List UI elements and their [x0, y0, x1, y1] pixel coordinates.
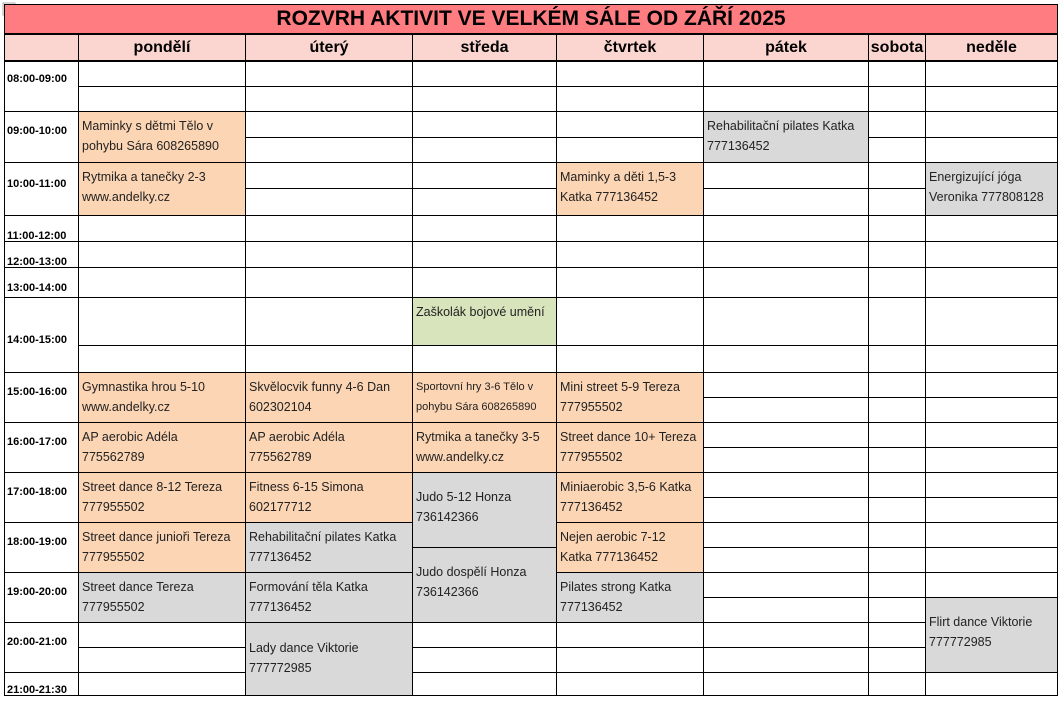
activity-cell: Miniaerobic 3,5-6 Katka 777136452: [556, 472, 704, 523]
time-label: 16:00-17:00: [7, 436, 67, 448]
activity-cell: Maminky s dětmi Tělo v pohybu Sára 608265890: [78, 111, 246, 163]
grid-line: [78, 647, 1058, 648]
time-label: 18:00-19:00: [7, 536, 67, 548]
day-header-saturday: sobota: [868, 34, 926, 61]
grid-line: [4, 61, 5, 696]
activity-cell: Street dance 8-12 Tereza 777955502: [78, 472, 246, 523]
grid-line: [4, 672, 1058, 673]
activity-cell: AP aerobic Adéla 775562789: [245, 422, 413, 473]
activity-cell: Street dance junioři Tereza 777955502: [78, 522, 246, 573]
activity-cell: Maminky a děti 1,5-3 Katka 777136452: [556, 162, 704, 216]
activity-cell: Street dance 10+ Tereza 777955502: [556, 422, 704, 473]
activity-cell: Rytmika a tanečky 2-3 www.andelky.cz: [78, 162, 246, 216]
time-label: 09:00-10:00: [7, 125, 67, 137]
grid-line: [4, 695, 1058, 696]
activity-cell: Sportovní hry 3-6 Tělo v pohybu Sára 608265890: [412, 372, 557, 423]
activity-cell: Formování těla Katka 777136452: [245, 572, 413, 623]
activity-cell: Flirt dance Viktorie 777772985: [925, 597, 1058, 673]
time-label: 10:00-11:00: [7, 178, 67, 190]
grid-line: [4, 267, 1058, 268]
activity-cell: Fitness 6-15 Simona 602177712: [245, 472, 413, 523]
time-label: 17:00-18:00: [7, 486, 67, 498]
activity-cell: Street dance Tereza 777955502: [78, 572, 246, 623]
grid-line: [4, 61, 1058, 62]
time-header-cell: [4, 34, 79, 61]
time-label: 08:00-09:00: [7, 73, 67, 85]
time-label: 19:00-20:00: [7, 586, 67, 598]
grid-line: [78, 345, 1058, 346]
activity-cell: Zaškolák bojové umění: [412, 297, 557, 346]
grid-line: [4, 241, 1058, 242]
schedule-grid: [4, 61, 1058, 696]
day-header-friday: pátek: [703, 34, 869, 61]
activity-cell: Rytmika a tanečky 3-5 www.andelky.cz: [412, 422, 557, 473]
activity-cell: Judo dospělí Honza 736142366: [412, 547, 557, 623]
activity-cell: Nejen aerobic 7-12 Katka 777136452: [556, 522, 704, 573]
day-header-wednesday: středa: [412, 34, 557, 61]
day-header-thursday: čtvrtek: [556, 34, 704, 61]
activity-cell: Rehabilitační pilates Katka 777136452: [245, 522, 413, 573]
time-label: 15:00-16:00: [7, 386, 67, 398]
day-header-sunday: neděle: [925, 34, 1058, 61]
grid-line: [78, 86, 1058, 87]
activity-cell: Lady dance Viktorie 777772985: [245, 622, 413, 696]
day-header-tuesday: úterý: [245, 34, 413, 61]
time-label: 11:00-12:00: [7, 230, 67, 242]
activity-cell: Mini street 5-9 Tereza 777955502: [556, 372, 704, 423]
time-label: 21:00-21:30: [7, 684, 67, 696]
activity-cell: AP aerobic Adéla 775562789: [78, 422, 246, 473]
time-label: 20:00-21:00: [7, 636, 67, 648]
activity-cell: Pilates strong Katka 777136452: [556, 572, 704, 623]
time-label: 13:00-14:00: [7, 282, 67, 294]
activity-cell: Energizující jóga Veronika 777808128: [925, 162, 1058, 216]
time-label: 14:00-15:00: [7, 334, 67, 346]
activity-cell: Gymnastika hrou 5-10 www.andelky.cz: [78, 372, 246, 423]
page-title: ROZVRH AKTIVIT VE VELKÉM SÁLE OD ZÁŘÍ 2025: [4, 4, 1058, 34]
activity-cell: Skvělocvik funny 4-6 Dan 602302104: [245, 372, 413, 423]
activity-cell: Judo 5-12 Honza 736142366: [412, 472, 557, 548]
day-header-monday: pondělí: [78, 34, 246, 61]
time-label: 12:00-13:00: [7, 256, 67, 268]
activity-cell: Rehabilitační pilates Katka 777136452: [703, 111, 869, 163]
schedule-sheet: [4, 4, 1058, 696]
